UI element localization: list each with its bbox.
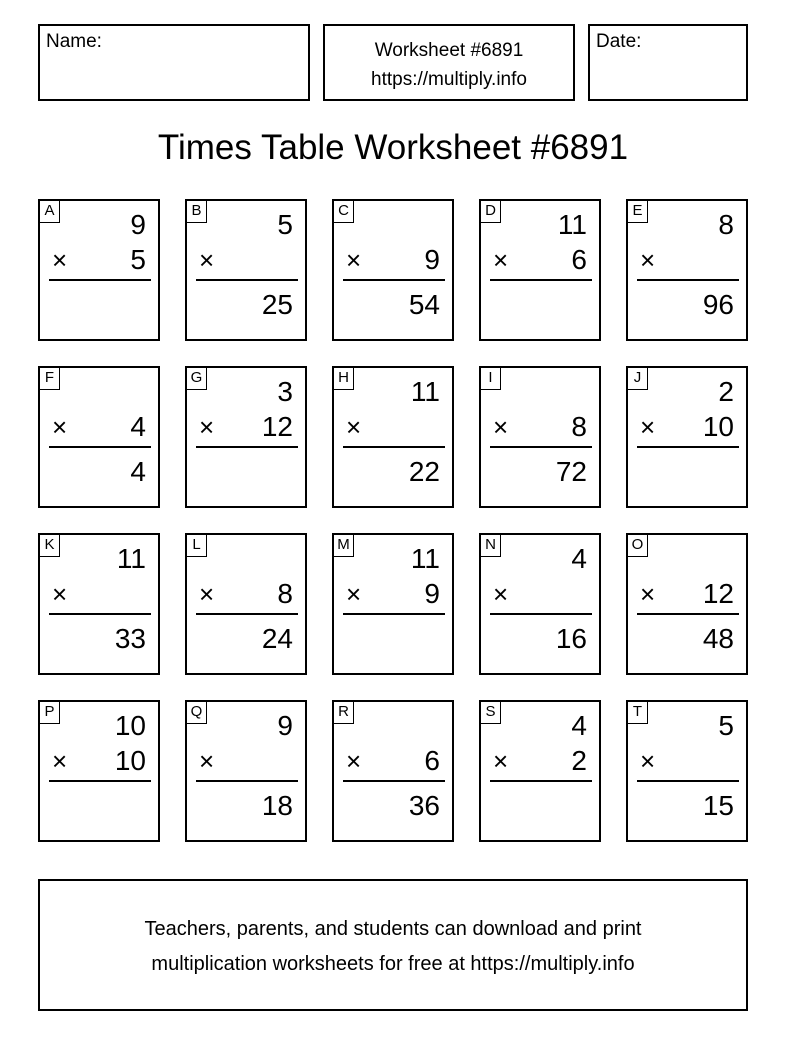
problem-letter: I xyxy=(481,368,501,390)
problem-top-number: 2 xyxy=(718,376,734,407)
answer-line xyxy=(196,613,298,615)
problem-letter: L xyxy=(187,535,207,557)
worksheet-id: Worksheet #6891 xyxy=(374,40,524,61)
multiply-sign: × xyxy=(346,412,362,442)
multiply-sign: × xyxy=(493,412,509,442)
problem-b[interactable] xyxy=(185,199,307,341)
answer-line xyxy=(637,446,739,448)
problem-top-number: 9 xyxy=(130,209,146,240)
problem-answer: 36 xyxy=(408,790,440,821)
answer-line xyxy=(490,446,592,448)
problem-letter: P xyxy=(40,702,60,724)
multiply-sign: × xyxy=(493,579,509,609)
problem-letter: F xyxy=(40,368,60,390)
problem-grid xyxy=(38,199,749,842)
date-label: Date: xyxy=(596,31,642,52)
multiply-sign: × xyxy=(493,746,509,776)
problem-bottom-number: 12 xyxy=(702,578,734,609)
problem-bottom-number: 2 xyxy=(571,745,587,776)
answer-line xyxy=(490,279,592,281)
problem-top-number: 3 xyxy=(277,376,293,407)
answer-line xyxy=(196,279,298,281)
problem-letter: A xyxy=(40,201,60,223)
problem-answer: 33 xyxy=(114,623,146,654)
problem-answer: 48 xyxy=(702,623,734,654)
problem-top-number: 4 xyxy=(571,543,587,574)
multiply-sign: × xyxy=(199,579,215,609)
problem-letter: B xyxy=(187,201,207,223)
problem-bottom-number: 4 xyxy=(130,411,146,442)
problem-m[interactable] xyxy=(332,533,454,675)
problem-letter: T xyxy=(628,702,648,724)
problem-letter: N xyxy=(481,535,501,557)
multiply-sign: × xyxy=(640,245,656,275)
problem-bottom-number: 5 xyxy=(130,244,146,275)
problem-n[interactable] xyxy=(479,533,601,675)
problem-answer: 72 xyxy=(555,456,587,487)
problem-e[interactable] xyxy=(626,199,748,341)
problem-g[interactable] xyxy=(185,366,307,508)
problem-top-number: 11 xyxy=(557,209,587,240)
problem-l[interactable] xyxy=(185,533,307,675)
problem-answer: 54 xyxy=(408,289,440,320)
multiply-sign: × xyxy=(199,412,215,442)
answer-line xyxy=(49,780,151,782)
multiply-sign: × xyxy=(52,746,68,776)
problem-top-number: 8 xyxy=(718,209,734,240)
problem-letter: K xyxy=(40,535,60,557)
answer-line xyxy=(637,613,739,615)
answer-line xyxy=(196,780,298,782)
problem-bottom-number: 10 xyxy=(114,745,146,776)
worksheet-url: https://multiply.info xyxy=(371,69,527,90)
problem-d[interactable] xyxy=(479,199,601,341)
problem-top-number: 11 xyxy=(116,543,146,574)
problem-top-number: 4 xyxy=(571,710,587,741)
answer-line xyxy=(49,613,151,615)
problem-letter: E xyxy=(628,201,648,223)
answer-line xyxy=(343,613,445,615)
problem-s[interactable] xyxy=(479,700,601,842)
answer-line xyxy=(343,279,445,281)
problem-letter: G xyxy=(187,368,207,390)
problem-i[interactable] xyxy=(479,366,601,508)
problem-top-number: 5 xyxy=(277,209,293,240)
multiply-sign: × xyxy=(199,245,215,275)
problem-bottom-number: 12 xyxy=(261,411,293,442)
multiply-sign: × xyxy=(640,579,656,609)
multiply-sign: × xyxy=(640,412,656,442)
answer-line xyxy=(343,780,445,782)
answer-line xyxy=(490,780,592,782)
worksheet-info-box xyxy=(323,24,575,101)
problem-p[interactable] xyxy=(38,700,160,842)
answer-line xyxy=(49,279,151,281)
problem-letter: R xyxy=(334,702,354,724)
answer-line xyxy=(343,446,445,448)
problem-c[interactable] xyxy=(332,199,454,341)
problem-letter: C xyxy=(334,201,354,223)
problem-letter: J xyxy=(628,368,648,390)
problem-letter: D xyxy=(481,201,501,223)
problem-answer: 24 xyxy=(261,623,293,654)
problem-bottom-number: 9 xyxy=(424,578,440,609)
date-field-box[interactable] xyxy=(588,24,748,101)
problem-letter: H xyxy=(334,368,354,390)
problem-top-number: 10 xyxy=(114,710,146,741)
problem-top-number: 11 xyxy=(410,543,440,574)
problem-k[interactable] xyxy=(38,533,160,675)
multiply-sign: × xyxy=(346,579,362,609)
problem-f[interactable] xyxy=(38,366,160,508)
problem-bottom-number: 6 xyxy=(571,244,587,275)
multiply-sign: × xyxy=(199,746,215,776)
multiply-sign: × xyxy=(640,746,656,776)
problem-bottom-number: 6 xyxy=(424,745,440,776)
multiply-sign: × xyxy=(52,412,68,442)
answer-line xyxy=(637,279,739,281)
problem-q[interactable] xyxy=(185,700,307,842)
problem-j[interactable] xyxy=(626,366,748,508)
problem-answer: 15 xyxy=(702,790,734,821)
problem-bottom-number: 9 xyxy=(424,244,440,275)
problem-letter: M xyxy=(334,535,354,557)
problem-letter: O xyxy=(628,535,648,557)
problem-o[interactable] xyxy=(626,533,748,675)
problem-answer: 18 xyxy=(261,790,293,821)
problem-a[interactable] xyxy=(38,199,160,341)
answer-line xyxy=(196,446,298,448)
problem-h[interactable] xyxy=(332,366,454,508)
problem-answer: 16 xyxy=(555,623,587,654)
problem-bottom-number: 8 xyxy=(571,411,587,442)
problem-answer: 96 xyxy=(702,289,734,320)
problem-t[interactable] xyxy=(626,700,748,842)
answer-line xyxy=(49,446,151,448)
multiply-sign: × xyxy=(52,579,68,609)
name-label: Name: xyxy=(46,31,102,52)
problem-r[interactable] xyxy=(332,700,454,842)
worksheet-title: Times Table Worksheet #6891 xyxy=(157,128,629,167)
problem-answer: 4 xyxy=(130,456,146,487)
problem-bottom-number: 10 xyxy=(702,411,734,442)
multiply-sign: × xyxy=(346,245,362,275)
problem-answer: 25 xyxy=(261,289,293,320)
problem-letter: Q xyxy=(187,702,207,724)
footer-box xyxy=(38,879,748,1011)
problem-top-number: 5 xyxy=(718,710,734,741)
problem-letter: S xyxy=(481,702,501,724)
multiply-sign: × xyxy=(52,245,68,275)
footer-line-2: multiplication worksheets for free at https://multiply.info xyxy=(151,953,635,975)
problem-top-number: 11 xyxy=(410,376,440,407)
answer-line xyxy=(490,613,592,615)
name-field-box[interactable] xyxy=(38,24,310,101)
problem-top-number: 9 xyxy=(277,710,293,741)
multiply-sign: × xyxy=(346,746,362,776)
problem-bottom-number: 8 xyxy=(277,578,293,609)
problem-answer: 22 xyxy=(408,456,440,487)
multiply-sign: × xyxy=(493,245,509,275)
footer-line-1: Teachers, parents, and students can download and print xyxy=(144,918,642,940)
answer-line xyxy=(637,780,739,782)
